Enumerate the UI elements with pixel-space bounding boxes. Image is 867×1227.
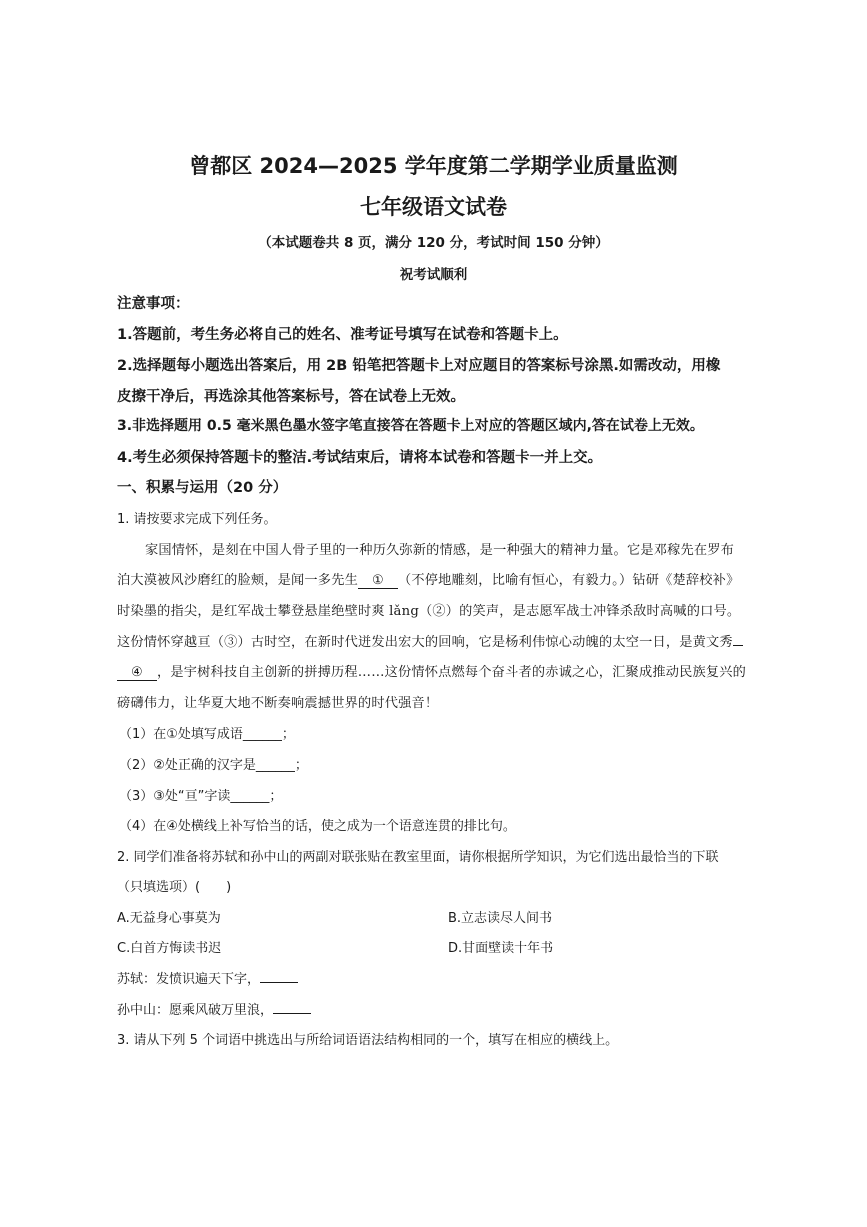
exam-title: 曾都区 2024—2025 学年度第二学期学业质量监测 [189,154,678,178]
q1-sub-1: （1）在①处填写成语______； [119,727,295,742]
q1-sub-3: （3）③处“亘”字读______； [119,789,283,804]
note-item-2-line-2: 皮擦干净后，再选涂其他答案标号，答在试卷上无效。 [117,389,465,405]
q2-option-a: A.无益身心事莫为 [117,911,221,926]
exam-subtitle: 七年级语文试卷 [360,195,507,219]
q3-stem: 3. 请从下列 5 个词语中挑选出与所给词语语法结构相同的一个，填写在相应的横线上。 [117,1033,619,1048]
q1-passage-line-3: 时染墨的指尖，是红军战士攀登悬崖绝壁时爽 lǎng（②）的笑声，是志愿军战士冲锋杀敌时高喊的口号。 [117,604,741,619]
q1-passage-line-2a: 泊大漠被风沙磨红的脸颊，是闻一多先生 [117,573,358,588]
q2-couplet-2-text: 孙中山：愿乘风破万里浪， [117,1003,274,1018]
q2-couplet-1-blank [260,982,298,983]
q2-option-c: C.白首方悔读书迟 [117,941,222,956]
q1-passage-line-5b: ，是宇树科技自主创新的拼搏历程……这份情怀点燃每个奋斗者的赤诚之心，汇聚成推动民族复兴的 [157,665,747,680]
exam-wish: 祝考试顺利 [399,267,468,283]
q1-passage-line-1: 家国情怀，是刻在中国人骨子里的一种历久弥新的情感，是一种强大的精神力量。它是邓稼先在罗布 [145,543,735,558]
q1-passage-line-2 [117,569,739,589]
q2-couplet-2-blank [273,1013,311,1014]
q1-passage-line-6: 磅礴伟力，让华夏大地不断奏响震撼世界的时代强音！ [117,696,439,711]
q2-option-b: B.立志读尽人间书 [448,911,553,926]
q2-stem-line-2: （只填选项）( ) [117,880,232,895]
q2-couplet-1 [117,968,298,987]
q1-sub-2: （2）②处正确的汉字是______； [119,758,308,773]
q1-passage-line-4a: 这份情怀穿越亘（③）古时空，在新时代迸发出宏大的回响，它是杨利伟惊心动魄的太空一日，是黄文秀 [117,635,733,650]
blank-marker-4: ④ [117,665,157,681]
note-item-1: 1.答题前，考生务必将自己的姓名、准考证号填写在试卷和答题卡上。 [117,327,568,343]
q2-couplet-2 [117,999,311,1018]
exam-info: （本试题卷共 8 页，满分 120 分，考试时间 150 分钟） [258,235,609,251]
notes-heading: 注意事项： [117,296,190,312]
note-item-2-line-1: 2.选择题每小题选出答案后，用 2B 铅笔把答题卡上对应题目的答案标号涂黑.如需改动，用橡 [117,358,721,374]
q1-passage-line-2b: （不停地雕刻，比喻有恒心，有毅力。）钻研《楚辞校补》 [397,573,740,588]
blank-4-start [733,645,743,646]
q1-passage-line-4 [117,631,743,650]
blank-marker-1: ① [358,573,398,589]
section-1-heading: 一、积累与运用（20 分） [117,480,288,496]
note-item-3: 3.非选择题用 0.5 毫米黑色墨水签字笔直接答在答题卡上对应的答题区域内,答在试卷上无效。 [117,418,704,434]
note-item-4: 4.考生必须保持答题卡的整洁.考试结束后，请将本试卷和答题卡一并上交。 [117,450,603,466]
q1-passage-line-5 [117,661,746,681]
q2-option-d: D.甘面壁读十年书 [448,941,554,956]
q1-stem: 1. 请按要求完成下列任务。 [117,512,277,527]
q2-couplet-1-text: 苏轼：发愤识遍天下字， [117,972,261,987]
q1-sub-4: （4）在④处横线上补写恰当的话，使之成为一个语意连贯的排比句。 [119,819,516,834]
q2-stem-line-1: 2. 同学们准备将苏轼和孙中山的两副对联张贴在教室里面，请你根据所学知识，为它们选出最恰当的下联 [117,850,719,865]
